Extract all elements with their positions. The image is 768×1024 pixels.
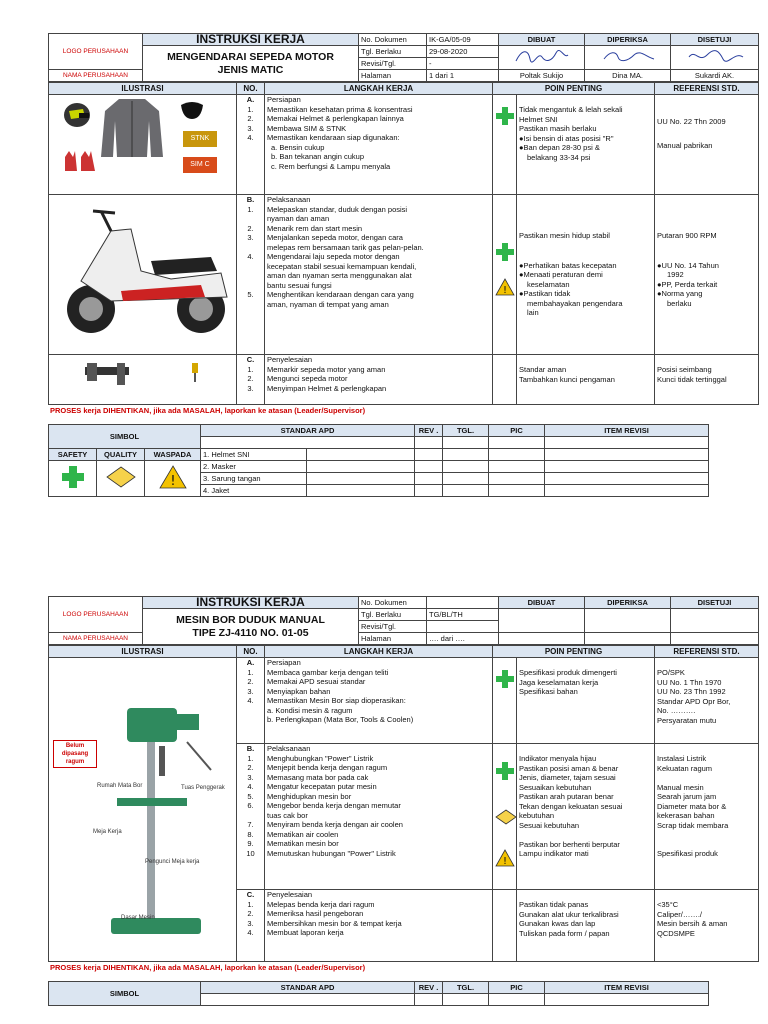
illustration-lock bbox=[49, 355, 237, 405]
points-section-c: Standar aman Tambahkan kunci pengaman bbox=[517, 355, 655, 405]
points-section-c: Pastikan tidak panas Gunakan alat ukur terkalibrasi Gunakan kwas dan lap Tuliskan pada form / papan bbox=[517, 890, 655, 962]
stop-warning: PROSES kerja DIHENTIKAN, jika ada MASALAH, laporkan ke atasan (Leader/Supervisor) bbox=[50, 963, 366, 972]
signature-image bbox=[685, 47, 745, 65]
drill-press-icon bbox=[107, 698, 217, 938]
safety-cross-icon bbox=[496, 107, 514, 125]
symbol-label: WASPADA bbox=[145, 449, 201, 461]
rev-header: REV . bbox=[415, 982, 443, 994]
doc1-header bbox=[48, 33, 759, 82]
apd-item: 4. Jaket bbox=[201, 485, 307, 497]
approver-name: Poltak Sukijo bbox=[499, 70, 585, 82]
step-numbers: B. 1. 2. 3. 4. 5. 6. 7. 8. 9. 10 bbox=[237, 744, 265, 890]
item-revisi-header: ITEM REVISI bbox=[545, 982, 709, 994]
meta-label: Halaman bbox=[359, 633, 427, 645]
meta-value: IK-GA/05-09 bbox=[427, 34, 499, 46]
apd-item: 1. Helmet SNI bbox=[201, 449, 307, 461]
svg-text:!: ! bbox=[502, 284, 508, 296]
doc1-apd-table bbox=[48, 424, 709, 497]
lock-icon bbox=[81, 359, 181, 389]
refs-section-c: Posisi seimbang Kunci tidak tertinggal bbox=[655, 355, 759, 405]
meta-value: - bbox=[427, 58, 499, 70]
company-name: NAMA PERUSAHAAN bbox=[49, 70, 143, 82]
meta-value bbox=[427, 621, 499, 633]
doc2-steps-table bbox=[48, 645, 759, 962]
stop-warning: PROSES kerja DIHENTIKAN, jika ada MASALAH, laporkan ke atasan (Leader/Supervisor) bbox=[50, 406, 366, 415]
company-logo: LOGO PERUSAHAAN bbox=[49, 597, 143, 633]
doc-heading: INSTRUKSI KERJA bbox=[143, 34, 359, 46]
symbol-cell bbox=[493, 355, 517, 405]
item-revisi-header: ITEM REVISI bbox=[545, 425, 709, 437]
meta-value: TG/BL/TH bbox=[427, 609, 499, 621]
safety-cross-icon bbox=[62, 466, 84, 488]
meta-label: Halaman bbox=[359, 70, 427, 82]
doc-subtitle: MESIN BOR DUDUK MANUAL TIPE ZJ-4110 NO. 01-05 bbox=[143, 609, 359, 645]
step-numbers: C. 1. 2. 3. 4. bbox=[237, 890, 265, 962]
col-header: NO. bbox=[237, 646, 265, 658]
sim-card: SIM C bbox=[183, 157, 217, 173]
meta-value: 1 dari 1 bbox=[427, 70, 499, 82]
step-numbers: A. 1. 2. 3. 4. bbox=[237, 658, 265, 744]
label-meja-kerja: Meja Kerja bbox=[93, 829, 122, 835]
label-rumah-mata-bor: Rumah Mata Bor bbox=[97, 783, 143, 789]
signature-made bbox=[499, 46, 585, 70]
points-section-b: Indikator menyala hijau Pastikan posisi aman & benar Jenis, diameter, tajam sesuai Sesuaikan kebutuhan Pastikan arah putaran benar Tekan dengan kekuatan sesuai kebutuhan Sesuai kebutuhan Pastikan bor berhenti berputar Lampu indikator mati bbox=[517, 744, 655, 890]
signature-image bbox=[512, 47, 572, 65]
safety-cross-icon bbox=[496, 762, 514, 780]
step-numbers: A. 1. 2. 3. 4. bbox=[237, 95, 265, 195]
steps-section-c: Penyelesaian Melepas benda kerja dari ragum Memeriksa hasil pengeboran Membersihkan mesin bor & tempat kerja Membuat laporan kerja bbox=[265, 890, 493, 962]
steps-section-a: Persiapan Membaca gambar kerja dengan teliti Memakai APD sesuai standar Menyiapkan bahan Memastikan Mesin Bor siap dioperasikan: a. Kondisi mesin & ragum b. Perlengkapan (Mata Bor, Tools & Coolen) bbox=[265, 658, 493, 744]
illustration-equipment bbox=[49, 95, 237, 195]
symbol-header: SIMBOL bbox=[49, 982, 201, 1006]
meta-label: No. Dokumen bbox=[359, 597, 427, 609]
steps-section-b: Pelaksanaan Menghubungkan "Power" Listrik Menjepit benda kerja dengan ragum Memasang mata bor pada cak Mengatur kecepatan putar mesin Menghidupkan mesin bor Mengebor benda kerja dengan memutar tuas cak bor Menyiram benda kerja dengan air coolen Mematikan air coolen Mematikan mesin bor Memutuskan hubungan "Power" Listrik bbox=[265, 744, 493, 890]
doc-subtitle: MENGENDARAI SEPEDA MOTOR JENIS MATIC bbox=[143, 46, 359, 82]
label-pengunci-meja: Pengunci Meja kerja bbox=[145, 859, 200, 865]
col-header: REFERENSI STD. bbox=[655, 646, 759, 658]
quality-diamond-icon bbox=[106, 466, 136, 488]
warning-triangle-icon bbox=[495, 849, 515, 867]
meta-value bbox=[427, 597, 499, 609]
warning-triangle-icon bbox=[495, 278, 515, 296]
work-instruction-motorcycle bbox=[48, 33, 758, 497]
doc-heading: INSTRUKSI KERJA bbox=[143, 597, 359, 609]
warning-symbol bbox=[145, 461, 201, 497]
doc2-apd-table bbox=[48, 981, 709, 1006]
approval-header: DISETUJI bbox=[671, 34, 759, 46]
col-header: POIN PENTING bbox=[493, 646, 655, 658]
meta-label: Tgl. Berlaku bbox=[359, 609, 427, 621]
company-logo: LOGO PERUSAHAAN bbox=[49, 34, 143, 70]
std-apd-header: STANDAR APD bbox=[201, 982, 415, 994]
safety-symbol bbox=[49, 461, 97, 497]
gloves-icon bbox=[63, 149, 97, 173]
jacket-icon bbox=[99, 97, 165, 159]
approval-header: DIPERIKSA bbox=[585, 34, 671, 46]
label-dasar-mesin: Dasar Mesin bbox=[121, 915, 155, 921]
steps-section-a: Persiapan Memastikan kesehatan prima & konsentrasi Memakai Helmet & perlengkapan lainnya Membawa SIM & STNK Memastikan kendaraan siap digunakan: a. Bensin cukup b. Ban tekanan angin cukup c. Rem berfungsi & Lampu menyala bbox=[265, 95, 493, 195]
approval-header: DIPERIKSA bbox=[585, 597, 671, 609]
symbol-cell bbox=[493, 890, 517, 962]
quality-diamond-icon bbox=[495, 809, 517, 825]
approval-header: DIBUAT bbox=[499, 34, 585, 46]
svg-text:!: ! bbox=[169, 474, 176, 490]
meta-value: …. dari …. bbox=[427, 633, 499, 645]
mask-icon bbox=[179, 101, 205, 121]
doc2-header bbox=[48, 596, 759, 645]
symbol-cell bbox=[493, 95, 517, 195]
quality-symbol bbox=[97, 461, 145, 497]
tgl-header: TGL. bbox=[443, 425, 489, 437]
approval-header: DISETUJI bbox=[671, 597, 759, 609]
std-apd-header: STANDAR APD bbox=[201, 425, 415, 437]
refs-section-a: UU No. 22 Thn 2009 Manual pabrikan bbox=[655, 95, 759, 195]
refs-section-c: <35°C Caliper/……./ Mesin bersih & aman QCDSMPE bbox=[655, 890, 759, 962]
apd-item: 2. Masker bbox=[201, 461, 307, 473]
col-header: LANGKAH KERJA bbox=[265, 83, 493, 95]
callout-ragum: Belum dipasang ragum bbox=[53, 740, 97, 768]
meta-label: Revisi/Tgl. bbox=[359, 621, 427, 633]
steps-section-c: Penyelesaian Memarkir sepeda motor yang aman Mengunci sepeda motor Menyimpan Helmet & perlengkapan bbox=[265, 355, 493, 405]
refs-section-b: Putaran 900 RPM ● UU No. 14 Tahun 1992 ● PP, Perda terkait ● Norma yang berlaku bbox=[655, 195, 759, 355]
symbol-header: SIMBOL bbox=[49, 425, 201, 449]
symbol-label: SAFETY bbox=[49, 449, 97, 461]
meta-label: No. Dokumen bbox=[359, 34, 427, 46]
points-section-b: Pastikan mesin hidup stabil ● Perhatikan batas kecepatan ● Menaati peraturan demi keselamatan ● Pastikan tidak membahayakan pengendara lain bbox=[517, 195, 655, 355]
safety-cross-icon bbox=[496, 243, 514, 261]
signature-approved bbox=[671, 46, 759, 70]
approver-name: Dina MA. bbox=[585, 70, 671, 82]
helmet-icon bbox=[63, 101, 91, 127]
work-instruction-drill-press bbox=[48, 596, 758, 1006]
illustration-scooter bbox=[49, 195, 237, 355]
scooter-icon bbox=[51, 201, 231, 341]
step-numbers: B. 1. 2. 3. 4. 5. bbox=[237, 195, 265, 355]
symbol-cell bbox=[493, 658, 517, 744]
col-header: ILUSTRASI bbox=[49, 646, 237, 658]
meta-label: Tgl. Berlaku bbox=[359, 46, 427, 58]
key-icon bbox=[187, 363, 203, 383]
illustration-drill-press bbox=[49, 658, 237, 962]
points-section-a: Spesifikasi produk dimengerti Jaga keselamatan kerja Spesifikasi bahan bbox=[517, 658, 655, 744]
col-header: POIN PENTING bbox=[493, 83, 655, 95]
refs-section-b: Instalasi Listrik Kekuatan ragum Manual mesin Searah jarum jam Diameter mata bor & kekerasan bahan Scrap tidak membara Spesifikasi produk bbox=[655, 744, 759, 890]
tgl-header: TGL. bbox=[443, 982, 489, 994]
symbol-cell bbox=[493, 744, 517, 890]
meta-label: Revisi/Tgl. bbox=[359, 58, 427, 70]
svg-text:!: ! bbox=[502, 856, 508, 867]
symbol-label: QUALITY bbox=[97, 449, 145, 461]
warning-triangle-icon bbox=[159, 465, 187, 489]
signature-image bbox=[598, 47, 658, 65]
symbol-cell bbox=[493, 195, 517, 355]
approver-name: Sukardi AK. bbox=[671, 70, 759, 82]
meta-value: 29-08-2020 bbox=[427, 46, 499, 58]
safety-cross-icon bbox=[496, 670, 514, 688]
stnk-card: STNK bbox=[183, 131, 217, 147]
col-header: REFERENSI STD. bbox=[655, 83, 759, 95]
rev-header: REV . bbox=[415, 425, 443, 437]
col-header: LANGKAH KERJA bbox=[265, 646, 493, 658]
pic-header: PIC bbox=[489, 425, 545, 437]
col-header: NO. bbox=[237, 83, 265, 95]
refs-section-a: PO/SPK UU No. 1 Thn 1970 UU No. 23 Thn 1992 Standar APD Opr Bor, No. ………. Persyaratan mutu bbox=[655, 658, 759, 744]
company-name: NAMA PERUSAHAAN bbox=[49, 633, 143, 645]
points-section-a: Tidak mengantuk & lelah sekali Helmet SNI Pastikan masih berlaku ● Isi bensin di atas posisi "R" ● Ban depan 28-30 psi & belakang 33-34 psi bbox=[517, 95, 655, 195]
doc1-steps-table bbox=[48, 82, 759, 405]
pic-header: PIC bbox=[489, 982, 545, 994]
step-numbers: C. 1. 2. 3. bbox=[237, 355, 265, 405]
label-tuas-penggerak: Tuas Penggerak bbox=[181, 785, 225, 791]
col-header: ILUSTRASI bbox=[49, 83, 237, 95]
steps-section-b: Pelaksanaan Melepaskan standar, duduk dengan posisi nyaman dan aman Menarik rem dan start mesin Menjalankan sepeda motor, dengan cara melepas rem bersamaan tarik gas pelan-pelan. Mengendarai laju sepeda motor dengan kecepatan stabil sesuai kemampuan kendali, aman dan nyaman serta menggunakan alat bantu sesuai fungsi Menghentikan kendaraan dengan cara yang aman, nyaman di tempat yang aman bbox=[265, 195, 493, 355]
signature-checked bbox=[585, 46, 671, 70]
apd-item: 3. Sarung tangan bbox=[201, 473, 307, 485]
approval-header: DIBUAT bbox=[499, 597, 585, 609]
